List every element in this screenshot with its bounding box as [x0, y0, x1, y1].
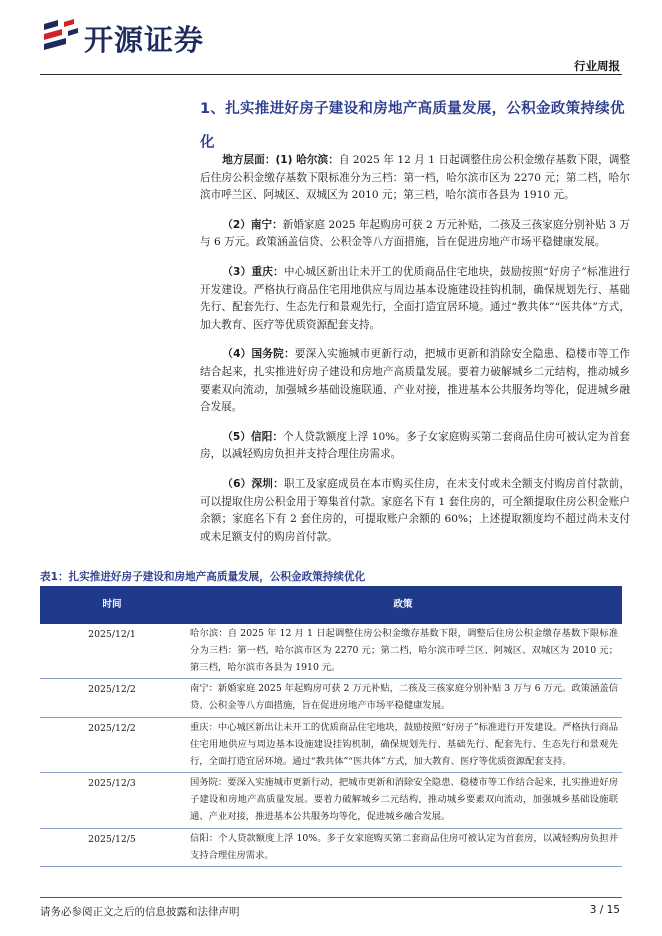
row-date: 2025/12/3 — [40, 773, 184, 828]
row-date: 2025/12/1 — [40, 624, 184, 679]
paragraph-lead: 地方层面：(1) 哈尔滨： — [222, 154, 339, 166]
row-date: 2025/12/5 — [40, 828, 184, 867]
page-header — [0, 0, 662, 72]
table-row — [40, 828, 622, 867]
row-date: 2025/12/2 — [40, 679, 184, 718]
row-policy: 南宁：新婚家庭 2025 年起购房可获 2 万元补贴，二孩及三孩家庭分别补贴 3 万与 6 万元。政策涵盖信贷、公积金等八方面措施，旨在促进房地产市场平稳健康发展。 — [184, 679, 622, 718]
policy-table — [40, 586, 622, 867]
paragraph-lead: （5）信阳： — [222, 430, 284, 443]
paragraph-text: 中心城区新出让未开工的优质商品住宅地块，鼓励按照“好房子”标准进行开发建设。严格执行商品住宅用地供应与周边基本设施建设挂钩机制，确保规划先行、基础先行、配套先行、生态先行和景观先行，全面打造宜居环境。通过“教共体”“医共体”方式，加大教育、医疗等优质资源配套支持。 — [200, 265, 630, 331]
row-policy: 重庆：中心城区新出让未开工的优质商品住宅地块，鼓励按照“好房子”标准进行开发建设。严格执行商品住宅用地供应与周边基本设施建设挂钩机制，确保规划先行、基础先行、配套先行、生态先行和景观先行，全面打造宜居环境。通过“教共体”“医共体”方式，加大教育、医疗等优质资源配套支持。 — [184, 717, 622, 772]
table-row — [40, 679, 622, 718]
paragraph-text: 个人贷款额度上浮 10%。多子女家庭购买第二套商品住房可被认定为首套房，以减轻购房负担并支持合理住房需求。 — [200, 430, 630, 461]
paragraph-state-council — [200, 346, 630, 416]
paragraph-text: 自 2025 年 12 月 1 日起调整住房公积金缴存基数下限，调整后住房公积金缴存基数下限标准分为三档：第一档，哈尔滨市区为 2270 元；第二档，哈尔滨市呼兰区、阿城区、双城区为 2010 元；第三档，哈尔滨市各县为 1910 元。 — [200, 154, 630, 202]
paragraph-shenzhen — [200, 476, 630, 546]
row-date: 2025/12/2 — [40, 717, 184, 772]
page-number: 3 / 15 — [589, 904, 620, 916]
row-policy: 国务院：要深入实施城市更新行动，把城市更新和消除安全隐患、稳楼市等工作结合起来，扎实推进好房子建设和房地产高质量发展。要着力破解城乡二元结构，推动城乡要素双向流动，加强城乡基础设施联通、产业对接，推进基本公共服务均等化，促进城乡融合发展。 — [184, 773, 622, 828]
table-row — [40, 624, 622, 679]
logo-mark-icon — [40, 18, 80, 56]
column-header-policy: 政策 — [184, 586, 622, 624]
row-policy: 信阳：个人贷款额度上浮 10%。多子女家庭购买第二套商品住房可被认定为首套房，以减轻购房负担并支持合理住房需求。 — [184, 828, 622, 867]
report-type-label: 行业周报 — [574, 59, 620, 73]
paragraph-lead: （6）深圳： — [222, 477, 284, 490]
column-header-date: 时间 — [40, 586, 184, 624]
body-paragraphs — [200, 152, 630, 558]
paragraph-text: 新婚家庭 2025 年起购房可获 2 万元补贴，二孩及三孩家庭分别补贴 3 万与 6 万元。政策涵盖信贷、公积金等八方面措施，旨在促进房地产市场平稳健康发展。 — [200, 218, 630, 249]
footer-disclaimer: 请务必参阅正文之后的信息披露和法律声明 — [40, 906, 240, 918]
paragraph-lead: （4）国务院： — [222, 348, 295, 361]
paragraph-chongqing — [200, 264, 630, 334]
table-title: 表1：扎实推进好房子建设和房地产高质量发展，公积金政策持续优化 — [40, 571, 366, 583]
paragraph-harbin — [200, 152, 630, 205]
paragraph-nanning — [200, 217, 630, 252]
company-logo — [40, 18, 250, 58]
section-title: 1、扎实推进好房子建设和房地产高质量发展，公积金政策持续优化 — [200, 101, 625, 151]
table-header-row — [40, 586, 622, 624]
footer-divider — [40, 897, 622, 898]
row-policy: 哈尔滨：自 2025 年 12 月 1 日起调整住房公积金缴存基数下限，调整后住房公积金缴存基数下限标准分为三档：第一档，哈尔滨市区为 2270 元；第二档，哈尔滨市呼兰区、阿城区、双城区为 2010 元；第三档，哈尔滨市各县为 1910 元。 — [184, 624, 622, 679]
paragraph-xinyang — [200, 429, 630, 464]
paragraph-lead: （2）南宁： — [222, 218, 283, 231]
table-row — [40, 717, 622, 772]
paragraph-lead: （3）重庆： — [222, 265, 284, 278]
header-divider — [40, 74, 622, 75]
paragraph-text: 职工及家庭成员在本市购买住房，在未支付或未全额支付购房首付款前，可以提取住房公积金用于筹集首付款。家庭名下有 1 套住房的，可全额提取住房公积金账户余额；家庭名下有 2 套住房的，可提取账户余额的 60%；上述提取额度均不超过尚未支付或未足额支付的购房首付款。 — [200, 477, 630, 543]
table-row — [40, 773, 622, 828]
logo-text: 开源证券 — [84, 23, 205, 57]
paragraph-text: 要深入实施城市更新行动，把城市更新和消除安全隐患、稳楼市等工作结合起来，扎实推进好房子建设和房地产高质量发展。要着力破解城乡二元结构，推动城乡要素双向流动，加强城乡基础设施联通、产业对接，推进基本公共服务均等化，促进城乡融合发展。 — [200, 348, 631, 414]
